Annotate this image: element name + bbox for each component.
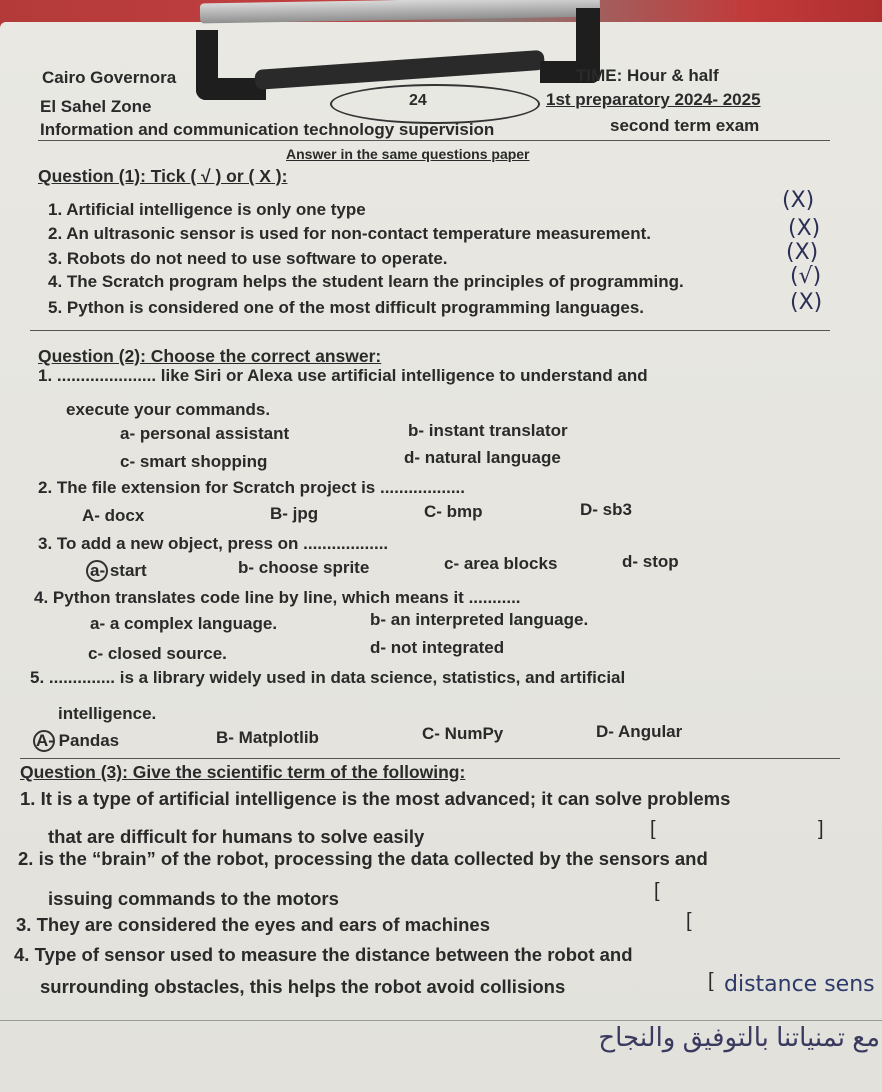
governorate: Cairo Governora: [42, 68, 177, 87]
q3-answer-3-open: [: [686, 910, 692, 932]
grade-year: 1st preparatory 2024- 2025: [546, 90, 761, 109]
q2-divider: [20, 758, 840, 759]
q2-q1-option-d: d- natural language: [404, 448, 561, 467]
q1-item-4: 4. The Scratch program helps the student learn the principles of programming.: [48, 272, 684, 291]
q1-item-2: 2. An ultrasonic sensor is used for non-contact temperature measurement.: [48, 224, 652, 243]
q1-divider: [30, 330, 830, 331]
q3-answer-2-open: [: [654, 880, 660, 902]
q3-answer-1-open: [: [650, 818, 656, 840]
q2-q1-option-b: b- instant translator: [408, 421, 568, 440]
q1-answer-5: (X): [790, 290, 823, 315]
page-number: 24: [409, 92, 427, 109]
q3-title: Question (3): Give the scientific term of the following:: [20, 762, 466, 782]
footer-divider: [0, 1020, 882, 1021]
q3-item-1-line-2: that are difficult for humans to solve easily: [48, 826, 425, 847]
q1-answer-3: (X): [786, 240, 819, 265]
instruction: Answer in the same questions paper: [286, 146, 530, 162]
q2-q5-option-b: B- Matplotlib: [216, 728, 319, 747]
q2-q4-option-c: c- closed source.: [88, 644, 227, 663]
q2-question-3: 3. To add a new object, press on ..................: [38, 534, 389, 553]
q3-item-4-line-2: surrounding obstacles, this helps the robot avoid collisions: [40, 976, 566, 997]
footer-arabic-wishes: مع تمنياتنا بالتوفيق والنجاح: [598, 1022, 880, 1052]
q3-item-2-line-2: issuing commands to the motors: [48, 888, 339, 909]
q2-q3-option-b: b- choose sprite: [238, 558, 370, 577]
q2-q5-option-a: A- Pandas: [36, 731, 120, 750]
q3-answer-1-close: ]: [818, 818, 824, 840]
q2-q2-option-b: B- jpg: [270, 504, 319, 523]
q2-q2-option-d: D- sb3: [580, 500, 632, 519]
q2-q3-option-a: a- start: [90, 561, 147, 580]
term: second term exam: [610, 116, 760, 135]
q2-question-4: 4. Python translates code line by line, which means it ...........: [34, 588, 521, 607]
q3-item-3-line-1: 3. They are considered the eyes and ears of machines: [16, 914, 491, 935]
q2-question-1-continued: execute your commands.: [66, 400, 271, 419]
q1-item-5: 5. Python is considered one of the most difficult programming languages.: [48, 298, 645, 317]
q3-answer-4-open: [: [708, 970, 714, 992]
q1-answer-4: (√): [790, 264, 822, 289]
header-divider: [38, 140, 830, 141]
q1-answer-1: (X): [782, 188, 815, 213]
zone: El Sahel Zone: [40, 97, 152, 116]
q1-answer-2: (X): [788, 216, 821, 241]
q2-q2-option-a: A- docx: [82, 506, 145, 525]
q2-q1-option-c: c- smart shopping: [120, 452, 268, 471]
q2-question-2: 2. The file extension for Scratch project is ..................: [38, 478, 466, 497]
q3-item-2-line-1: 2. is the “brain” of the robot, processing the data collected by the sensors and: [18, 848, 708, 869]
page-number-oval: [330, 84, 540, 124]
q2-question-1: 1. ..................... like Siri or Alexa use artificial intelligence to understand and: [38, 366, 648, 385]
q2-question-5-continued: intelligence.: [58, 704, 157, 723]
q2-question-5: 5. .............. is a library widely used in data science, statistics, and artificial: [30, 668, 626, 687]
q2-q4-option-b: b- an interpreted language.: [370, 610, 589, 629]
q2-q4-option-a: a- a complex language.: [90, 614, 278, 633]
supervision: Information and communication technology supervision: [40, 120, 495, 139]
q3-item-4-line-1: 4. Type of sensor used to measure the distance between the robot and: [14, 944, 633, 965]
exam-time: TIME: Hour & half: [576, 66, 719, 85]
q2-q1-option-a: a- personal assistant: [120, 424, 290, 443]
q2-title: Question (2): Choose the correct answer:: [38, 346, 382, 366]
q1-item-3: 3. Robots do not need to use software to operate.: [48, 249, 448, 268]
q1-item-1: 1. Artificial intelligence is only one type: [48, 200, 366, 219]
q1-title: Question (1): Tick ( √ ) or ( X ):: [38, 166, 288, 186]
q2-q3-option-c: c- area blocks: [444, 554, 558, 573]
q3-answer-4-handwritten: distance sens: [724, 972, 875, 997]
q3-item-1-line-1: 1. It is a type of artificial intelligence is the most advanced; it can solve problems: [20, 788, 731, 809]
q2-q5-option-d: D- Angular: [596, 722, 683, 741]
clipboard-clip-left-arm: [196, 30, 266, 100]
q2-q5-option-c: C- NumPy: [422, 724, 504, 743]
q2-q2-option-c: C- bmp: [424, 502, 483, 521]
q2-q3-option-d: d- stop: [622, 552, 679, 571]
q2-q4-option-d: d- not integrated: [370, 638, 505, 657]
